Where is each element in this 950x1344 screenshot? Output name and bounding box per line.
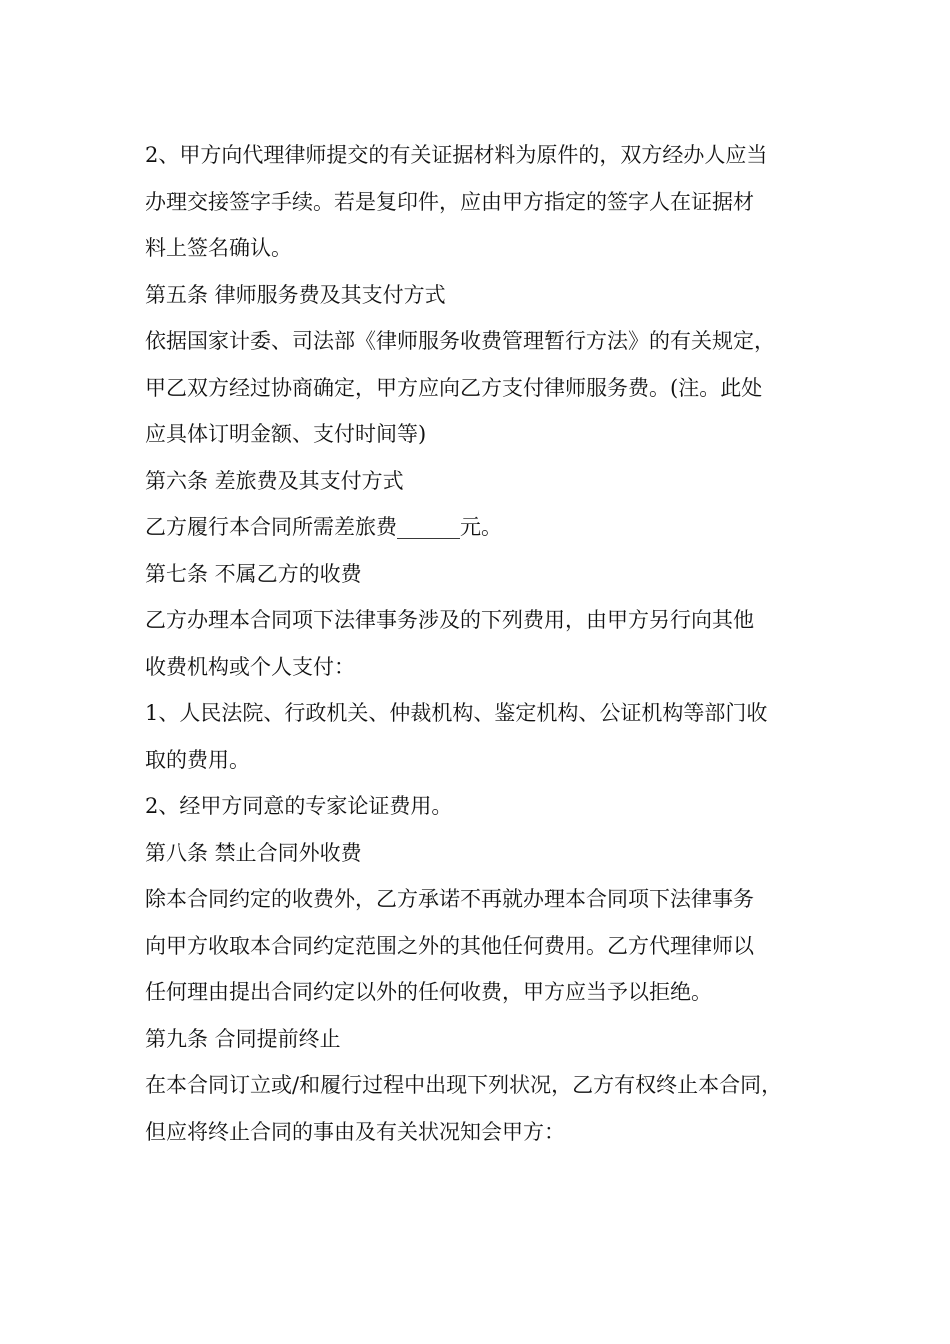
paragraph-line: 2、经甲方同意的专家论证费用。: [145, 794, 453, 818]
paragraph-line: 办理交接签字手续。若是复印件，应由甲方指定的签字人在证据材: [145, 189, 754, 214]
paragraph-line: 但应将终止合同的事由及有关状况知会甲方：: [145, 1119, 565, 1144]
paragraph-line: 乙方办理本合同项下法律事务涉及的下列费用，由甲方另行向其他: [145, 608, 754, 632]
paragraph-line: 1、人民法院、行政机关、仲裁机构、鉴定机构、公证机构等部门收: [145, 701, 768, 725]
document-body: [145, 132, 825, 1155]
section-heading-article-7: 第七条 不属乙方的收费: [145, 561, 362, 586]
paragraph-line: 任何理由提出合同约定以外的任何收费，甲方应当予以拒绝。: [145, 980, 712, 1004]
paragraph-line: 应具体订明金额、支付时间等): [145, 422, 427, 446]
paragraph-line: 依据国家计委、司法部《律师服务收费管理暂行方法》的有关规定，: [145, 329, 775, 353]
paragraph-line: 乙方履行本合同所需差旅费______元。: [145, 515, 502, 539]
section-heading-article-9: 第九条 合同提前终止: [145, 1026, 341, 1051]
section-heading-article-5: 第五条 律师服务费及其支付方式: [145, 282, 446, 307]
paragraph-line: 收费机构或个人支付：: [145, 654, 355, 679]
paragraph-line: 取的费用。: [145, 747, 250, 772]
paragraph-line: 甲乙双方经过协商确定，甲方应向乙方支付律师服务费。(注。此处: [145, 375, 763, 400]
paragraph-line: 向甲方收取本合同约定范围之外的其他任何费用。乙方代理律师以: [145, 933, 754, 958]
paragraph-line: 料上签名确认。: [145, 236, 292, 260]
paragraph-line: 除本合同约定的收费外，乙方承诺不再就办理本合同项下法律事务: [145, 887, 754, 911]
paragraph-line: 在本合同订立或/和履行过程中出现下列状况，乙方有权终止本合同，: [145, 1073, 783, 1097]
paragraph-line: 2、甲方向代理律师提交的有关证据材料为原件的，双方经办人应当: [145, 143, 768, 167]
section-heading-article-8: 第八条 禁止合同外收费: [145, 840, 362, 865]
section-heading-article-6: 第六条 差旅费及其支付方式: [145, 468, 404, 493]
